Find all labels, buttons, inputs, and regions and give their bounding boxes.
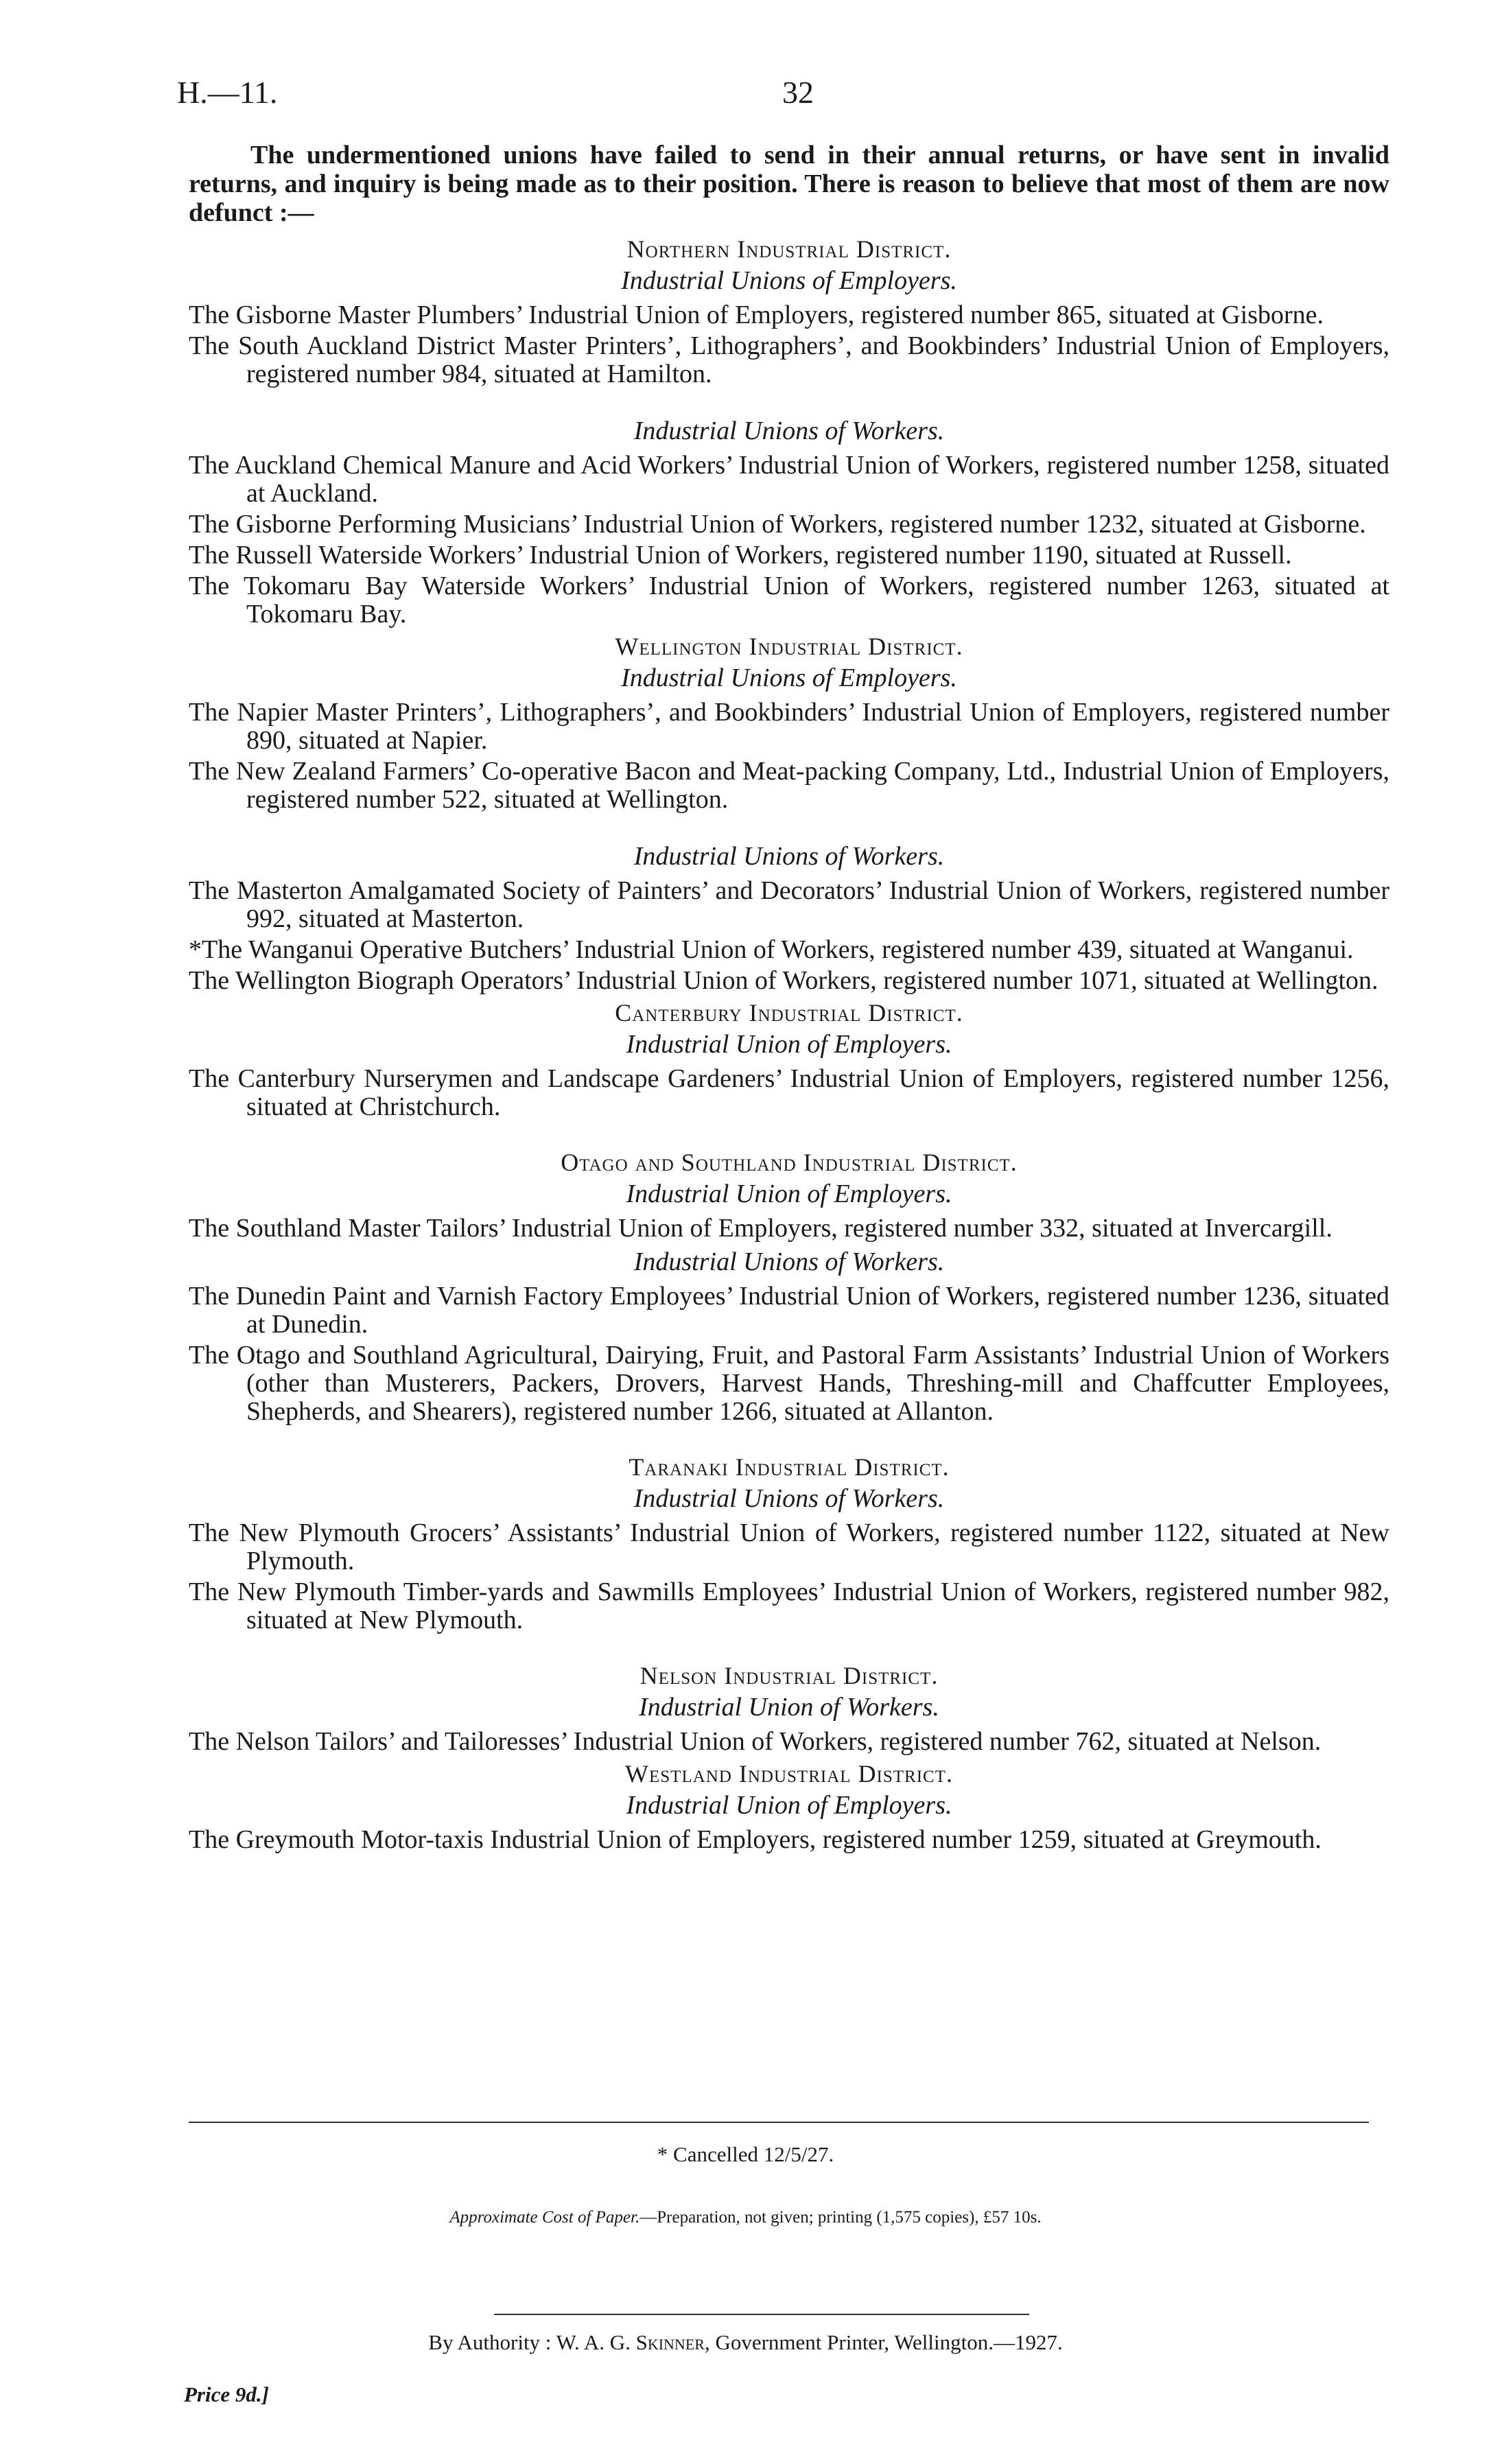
union-entry: The New Plymouth Timber-yards and Sawmills Employees’ Industrial Union of Workers, registered number 982, situated at New Plymouth. xyxy=(189,1577,1389,1634)
union-entry: The Greymouth Motor-taxis Industrial Union of Employers, registered number 1259, situated at Greymouth. xyxy=(189,1825,1322,1854)
authority-line xyxy=(0,2330,1491,2355)
price-label: Price 9d.] xyxy=(184,2382,269,2406)
union-entry: The New Plymouth Grocers’ Assistants’ Industrial Union of Workers, registered number 1122, situated at New Plymouth. xyxy=(189,1518,1389,1575)
page-number: 32 xyxy=(782,75,814,110)
divider-rule xyxy=(189,2122,1369,2123)
authority-suffix: , Government Printer, Wellington.—1927. xyxy=(704,2330,1063,2354)
union-entry: The Masterton Amalgamated Society of Painters’ and Decorators’ Industrial Union of Workers, registered number 992, situated at Masterton. xyxy=(189,876,1389,933)
union-entry: The Gisborne Performing Musicians’ Industrial Union of Workers, registered number 1232, situated at Gisborne. xyxy=(189,510,1366,539)
subheading-taranaki-workers: Industrial Unions of Workers. xyxy=(633,1484,945,1513)
cost-label: Approximate Cost of Paper. xyxy=(449,2208,640,2227)
union-entry: The Dunedin Paint and Varnish Factory Employees’ Industrial Union of Workers, registered number 1236, situated at Dunedin. xyxy=(189,1282,1389,1339)
subheading-nelson-workers: Industrial Union of Workers. xyxy=(639,1693,939,1722)
subheading-canterbury-employers: Industrial Union of Employers. xyxy=(626,1030,952,1059)
intro-paragraph: The undermentioned unions have failed to send in their annual returns, or have sent in invalid returns, and inquiry is being made as to their position. There is reason to believe that most of them are now defunct :— xyxy=(189,141,1389,227)
subheading-otago-workers: Industrial Unions of Workers. xyxy=(633,1247,945,1276)
district-heading-wellington: Wellington Industrial District. xyxy=(615,633,963,660)
subheading-wellington-workers: Industrial Unions of Workers. xyxy=(633,842,945,871)
union-entry: The Russell Waterside Workers’ Industrial Union of Workers, registered number 1190, situated at Russell. xyxy=(189,541,1292,570)
cost-of-paper-line xyxy=(0,2208,1491,2227)
subheading-wellington-employers: Industrial Unions of Employers. xyxy=(621,664,957,692)
subheading-otago-employers: Industrial Union of Employers. xyxy=(626,1180,952,1208)
district-heading-canterbury: Canterbury Industrial District. xyxy=(615,999,963,1026)
cost-text: —Preparation, not given; printing (1,575 copies), £57 10s. xyxy=(639,2208,1042,2227)
union-entry: The Wellington Biograph Operators’ Industrial Union of Workers, registered number 1071, situated at Wellington. xyxy=(189,966,1378,995)
union-entry: The Gisborne Master Plumbers’ Industrial Union of Employers, registered number 865, situated at Gisborne. xyxy=(189,301,1324,329)
subheading-westland-employers: Industrial Union of Employers. xyxy=(626,1791,952,1820)
subheading-northern-workers: Industrial Unions of Workers. xyxy=(633,416,945,445)
union-entry: The Nelson Tailors’ and Tailoresses’ Industrial Union of Workers, registered number 762, situated at Nelson. xyxy=(189,1727,1322,1756)
district-heading-nelson: Nelson Industrial District. xyxy=(639,1662,939,1689)
union-entry: The Napier Master Printers’, Lithographers’, and Bookbinders’ Industrial Union of Employers, registered number 890, situated at Napier. xyxy=(189,698,1389,755)
district-heading-otago: Otago and Southland Industrial District. xyxy=(561,1149,1018,1176)
page-header xyxy=(177,74,1395,115)
union-entry: The New Zealand Farmers’ Co-operative Bacon and Meat-packing Company, Ltd., Industrial Union of Employers, registered number 522, situated at Wellington. xyxy=(189,757,1389,814)
union-entry: The Southland Master Tailors’ Industrial Union of Employers, registered number 332, situated at Invercargill. xyxy=(189,1214,1332,1243)
district-heading-westland: Westland Industrial District. xyxy=(625,1760,953,1787)
subheading-northern-employers: Industrial Unions of Employers. xyxy=(621,266,957,295)
union-entry: The Otago and Southland Agricultural, Dairying, Fruit, and Pastoral Farm Assistants’ Industrial Union of Workers (other than Musterers, Packers, Drovers, Harvest Hands, Threshing-mill and Chaffcutter Employees, Shepherds, and Shearers), registered number 1266, situated at Allanton. xyxy=(189,1341,1389,1426)
authority-prefix: By Authority : W. A. G. xyxy=(428,2330,636,2354)
union-entry: The Canterbury Nurserymen and Landscape Gardeners’ Industrial Union of Employers, registered number 1256, situated at Christchurch. xyxy=(189,1064,1389,1121)
union-entry: The Auckland Chemical Manure and Acid Workers’ Industrial Union of Workers, registered number 1258, situated at Auckland. xyxy=(189,451,1389,508)
union-entry: The Tokomaru Bay Waterside Workers’ Industrial Union of Workers, registered number 1263, situated at Tokomaru Bay. xyxy=(189,572,1389,629)
page-body xyxy=(189,141,1389,1857)
district-heading-northern: Northern Industrial District. xyxy=(626,235,952,263)
footnote: * Cancelled 12/5/27. xyxy=(657,2142,834,2166)
document-code: H.—11. xyxy=(177,75,278,110)
authority-rule xyxy=(494,2314,1029,2315)
printer-name: Skinner xyxy=(635,2330,705,2354)
union-entry: The South Auckland District Master Printers’, Lithographers’, and Bookbinders’ Industrial Union of Employers, registered number 984, situated at Hamilton. xyxy=(189,331,1389,388)
district-heading-taranaki: Taranaki Industrial District. xyxy=(629,1453,950,1481)
union-entry: *The Wanganui Operative Butchers’ Industrial Union of Workers, registered number 439, situated at Wanganui. xyxy=(189,935,1354,964)
